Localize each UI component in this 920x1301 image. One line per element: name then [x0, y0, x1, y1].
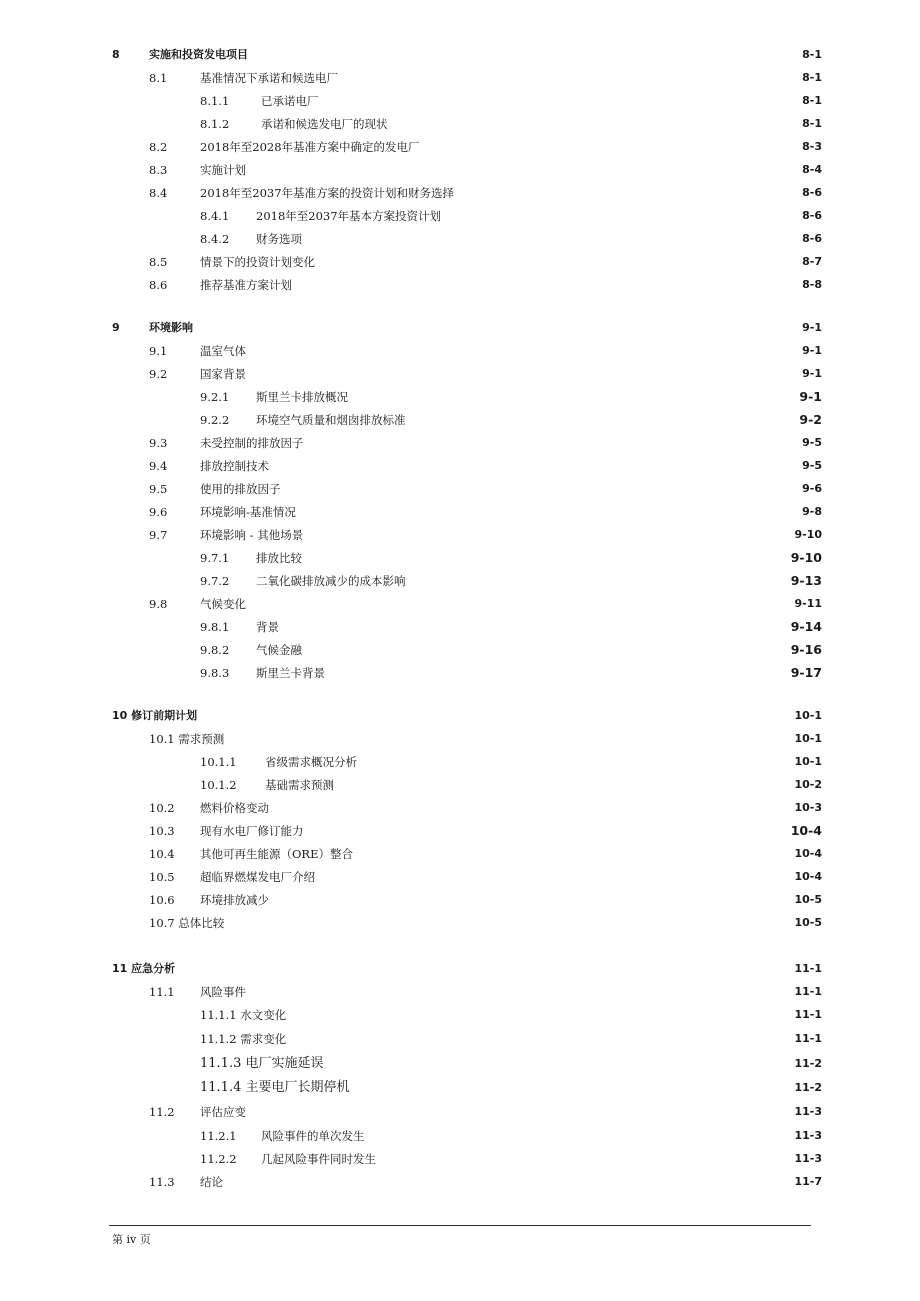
- toc-title: 其他可再生能源（ORE）整合: [200, 847, 353, 861]
- toc-entry-8-4[interactable]: [0, 183, 920, 203]
- toc-page: 9-2: [799, 412, 822, 427]
- toc-number: 9.8.2: [200, 643, 230, 657]
- toc-entry-10-2[interactable]: [0, 798, 920, 818]
- toc-title: 推荐基准方案计划: [200, 278, 292, 292]
- toc-number: 9.8.3: [200, 666, 230, 680]
- toc-number: 11.2.2: [200, 1152, 237, 1166]
- toc-title: 评估应变: [200, 1105, 246, 1119]
- toc-page: 8-1: [802, 94, 822, 107]
- toc-title: 10 修订前期计划: [112, 709, 198, 722]
- toc-entry-9-2-2[interactable]: [0, 410, 920, 430]
- toc-number: 10.2: [149, 801, 175, 815]
- toc-title: 承诺和候选发电厂的现状: [261, 117, 388, 131]
- toc-entry-11-2[interactable]: [0, 1102, 920, 1122]
- toc-entry-10-7[interactable]: [0, 913, 920, 933]
- toc-entry-10-1[interactable]: [0, 729, 920, 749]
- toc-title: 气候变化: [200, 597, 246, 611]
- toc-entry-9-8[interactable]: [0, 594, 920, 614]
- toc-title: 几起风险事件同时发生: [261, 1152, 376, 1166]
- toc-number: 9.7: [149, 528, 168, 542]
- toc-title: 11.1.2 需求变化: [200, 1032, 287, 1046]
- toc-title: 环境影响 - 其他场景: [200, 528, 304, 542]
- page-number-footer: 第 iv 页: [112, 1233, 151, 1246]
- toc-title: 温室气体: [200, 344, 246, 358]
- toc-number: 8.2: [149, 140, 168, 154]
- toc-page: 10-1: [794, 732, 822, 745]
- toc-entry-8-4-2[interactable]: [0, 229, 920, 249]
- toc-number: 9.6: [149, 505, 168, 519]
- toc-title: 燃料价格变动: [200, 801, 269, 815]
- toc-number: 8.4.1: [200, 209, 230, 223]
- toc-number: 9.5: [149, 482, 168, 496]
- toc-number: 8.4: [149, 186, 168, 200]
- toc-entry-8-1-2[interactable]: [0, 114, 920, 134]
- toc-title: 环境影响: [149, 321, 193, 334]
- toc-entry-9-6[interactable]: [0, 502, 920, 522]
- toc-page: 8-1: [802, 71, 822, 84]
- toc-page: 9-1: [802, 321, 822, 334]
- toc-number: 10.6: [149, 893, 175, 907]
- toc-title: 10.1 需求预测: [149, 732, 225, 746]
- toc-title: 11.1.4 主要电厂长期停机: [200, 1080, 350, 1095]
- toc-number: 9.7.2: [200, 574, 230, 588]
- toc-page: 8-1: [802, 117, 822, 130]
- toc-page: 11-3: [794, 1105, 822, 1118]
- toc-page: 10-2: [794, 778, 822, 791]
- toc-page: 10-4: [794, 847, 822, 860]
- toc-entry-9-8-2[interactable]: [0, 640, 920, 660]
- toc-title: 现有水电厂修订能力: [200, 824, 304, 838]
- toc-number: 11.1: [149, 985, 175, 999]
- toc-title: 实施和投资发电项目: [149, 48, 248, 61]
- toc-page: 10-4: [790, 823, 822, 838]
- toc-title: 11 应急分析: [112, 962, 176, 975]
- toc-page: 8-7: [802, 255, 822, 268]
- toc-page: 10-5: [794, 893, 822, 906]
- toc-entry-9-1[interactable]: [0, 341, 920, 361]
- toc-number: 10.1.1: [200, 755, 237, 769]
- toc-title: 超临界燃煤发电厂介绍: [200, 870, 315, 884]
- toc-entry-10-6[interactable]: [0, 890, 920, 910]
- toc-entry-11-1-3[interactable]: [0, 1054, 920, 1074]
- toc-title: 斯里兰卡排放概况: [256, 390, 348, 404]
- toc-page: 9-10: [790, 550, 822, 565]
- toc-page: 8-6: [802, 209, 822, 222]
- toc-number: 9.1: [149, 344, 168, 358]
- toc-title: 风险事件: [200, 985, 246, 999]
- toc-entry-9-8-3[interactable]: [0, 663, 920, 683]
- toc-entry-9-8-1[interactable]: [0, 617, 920, 637]
- toc-page: 9-6: [802, 482, 822, 495]
- toc-entry-9-3[interactable]: [0, 433, 920, 453]
- toc-number: 9.2.2: [200, 413, 230, 427]
- toc-number: 9.2.1: [200, 390, 230, 404]
- toc-page: 9-5: [802, 459, 822, 472]
- toc-number: 8.6: [149, 278, 168, 292]
- toc-entry-9-5[interactable]: [0, 479, 920, 499]
- toc-title: 已承诺电厂: [261, 94, 319, 108]
- toc-title: 10.7 总体比较: [149, 916, 225, 930]
- toc-page: 9-17: [790, 665, 822, 680]
- toc-page: 9-10: [794, 528, 822, 541]
- toc-number: 8.5: [149, 255, 168, 269]
- toc-entry-10-3[interactable]: [0, 821, 920, 841]
- toc-number: 10.5: [149, 870, 175, 884]
- toc-entry-8-2[interactable]: [0, 137, 920, 157]
- toc-page: 11-1: [794, 962, 822, 975]
- toc-title: 2018年至2028年基准方案中确定的发电厂: [200, 140, 420, 154]
- toc-page: 10-1: [794, 755, 822, 768]
- toc-entry-11-1-1[interactable]: [0, 1005, 920, 1025]
- toc-page: 9-5: [802, 436, 822, 449]
- toc-title: 结论: [200, 1175, 223, 1189]
- toc-title: 11.1.1 水文变化: [200, 1008, 287, 1022]
- toc-number: 8.4.2: [200, 232, 230, 246]
- toc-title: 实施计划: [200, 163, 246, 177]
- toc-entry-9-2-1[interactable]: [0, 387, 920, 407]
- toc-entry-11-2-2[interactable]: [0, 1149, 920, 1169]
- toc-page: 8-6: [802, 186, 822, 199]
- toc-title: 气候金融: [256, 643, 302, 657]
- toc-number: 11.3: [149, 1175, 175, 1189]
- toc-page: 11-2: [794, 1081, 822, 1094]
- toc-chapter-8[interactable]: [0, 45, 920, 65]
- toc-title: 排放比较: [256, 551, 302, 565]
- toc-title: 省级需求概况分析: [265, 755, 357, 769]
- toc-entry-11-3[interactable]: [0, 1172, 920, 1192]
- toc-number: 9.3: [149, 436, 168, 450]
- toc-entry-11-2-1[interactable]: [0, 1126, 920, 1146]
- toc-page: 9-1: [799, 389, 822, 404]
- toc-number: 9.4: [149, 459, 168, 473]
- toc-title: 国家背景: [200, 367, 246, 381]
- toc-entry-8-5[interactable]: [0, 252, 920, 272]
- toc-page: 10-5: [794, 916, 822, 929]
- toc-title: 排放控制技术: [200, 459, 269, 473]
- toc-entry-9-4[interactable]: [0, 456, 920, 476]
- toc-page: 11-2: [794, 1057, 822, 1070]
- toc-title: 环境空气质量和烟囱排放标准: [256, 413, 406, 427]
- toc-title: 使用的排放因子: [200, 482, 281, 496]
- toc-number: 9.8.1: [200, 620, 230, 634]
- toc-entry-11-1-2[interactable]: [0, 1029, 920, 1049]
- toc-entry-8-1-1[interactable]: [0, 91, 920, 111]
- toc-number: 10.3: [149, 824, 175, 838]
- toc-number: 9: [112, 321, 120, 334]
- toc-entry-10-1-1[interactable]: [0, 752, 920, 772]
- toc-title: 二氧化碳排放减少的成本影响: [256, 574, 406, 588]
- toc-number: 8: [112, 48, 120, 61]
- toc-number: 11.2.1: [200, 1129, 237, 1143]
- toc-page: 8-8: [802, 278, 822, 291]
- toc-chapter-9[interactable]: [0, 318, 920, 338]
- toc-entry-9-2[interactable]: [0, 364, 920, 384]
- toc-entry-11-1[interactable]: [0, 982, 920, 1002]
- toc-title: 情景下的投资计划变化: [200, 255, 315, 269]
- toc-entry-11-1-4[interactable]: [0, 1078, 920, 1098]
- toc-number: 10.4: [149, 847, 175, 861]
- toc-number: 11.2: [149, 1105, 175, 1119]
- toc-entry-10-5[interactable]: [0, 867, 920, 887]
- toc-page: 9-13: [790, 573, 822, 588]
- toc-number: 9.2: [149, 367, 168, 381]
- toc-page: 10-1: [794, 709, 822, 722]
- toc-entry-10-1-2[interactable]: [0, 775, 920, 795]
- toc-page: 9-1: [802, 344, 822, 357]
- toc-title: 财务选项: [256, 232, 302, 246]
- toc-page: 11-3: [794, 1152, 822, 1165]
- toc-number: 8.1: [149, 71, 168, 85]
- toc-page: 9-14: [790, 619, 822, 634]
- toc-page: 11-1: [794, 985, 822, 998]
- toc-title: 背景: [256, 620, 279, 634]
- toc-page: 8-4: [802, 163, 822, 176]
- toc-chapter-11[interactable]: [0, 959, 920, 979]
- toc-title: 环境影响-基准情况: [200, 505, 296, 519]
- toc-title: 斯里兰卡背景: [256, 666, 325, 680]
- toc-page: 11-1: [794, 1032, 822, 1045]
- toc-page: 9-11: [794, 597, 822, 610]
- toc-chapter-10[interactable]: [0, 706, 920, 726]
- toc-title: 11.1.3 电厂实施延误: [200, 1056, 324, 1071]
- toc-page: 8-6: [802, 232, 822, 245]
- toc-entry-8-1[interactable]: [0, 68, 920, 88]
- toc-number: 8.3: [149, 163, 168, 177]
- toc-entry-8-4-1[interactable]: [0, 206, 920, 226]
- toc-entry-8-6[interactable]: [0, 275, 920, 295]
- toc-page: 11-1: [794, 1008, 822, 1021]
- toc-number: 9.7.1: [200, 551, 230, 565]
- toc-page: 11-7: [794, 1175, 822, 1188]
- toc-entry-10-4[interactable]: [0, 844, 920, 864]
- toc-number: 10.1.2: [200, 778, 237, 792]
- toc-entry-9-7[interactable]: [0, 525, 920, 545]
- toc-title: 未受控制的排放因子: [200, 436, 304, 450]
- toc-number: 8.1.1: [200, 94, 230, 108]
- toc-page: 9-16: [790, 642, 822, 657]
- toc-title: 基础需求预测: [265, 778, 334, 792]
- toc-title: 2018年至2037年基本方案投资计划: [256, 209, 442, 223]
- toc-page: 11-3: [794, 1129, 822, 1142]
- toc-number: 9.8: [149, 597, 168, 611]
- toc-page: 10-4: [794, 870, 822, 883]
- toc-title: 2018年至2037年基准方案的投资计划和财务选择: [200, 186, 455, 200]
- toc-title: 环境排放减少: [200, 893, 269, 907]
- toc-page: 8-3: [802, 140, 822, 153]
- footer-divider: [109, 1225, 811, 1226]
- toc-page: 10-3: [794, 801, 822, 814]
- toc-entry-8-3[interactable]: [0, 160, 920, 180]
- toc-title: 风险事件的单次发生: [261, 1129, 365, 1143]
- toc-entry-9-7-1[interactable]: [0, 548, 920, 568]
- toc-title: 基准情况下承诺和候选电厂: [200, 71, 338, 85]
- toc-page: 8-1: [802, 48, 822, 61]
- toc-entry-9-7-2[interactable]: [0, 571, 920, 591]
- toc-number: 8.1.2: [200, 117, 230, 131]
- toc-page: 9-1: [802, 367, 822, 380]
- toc-page: 9-8: [802, 505, 822, 518]
